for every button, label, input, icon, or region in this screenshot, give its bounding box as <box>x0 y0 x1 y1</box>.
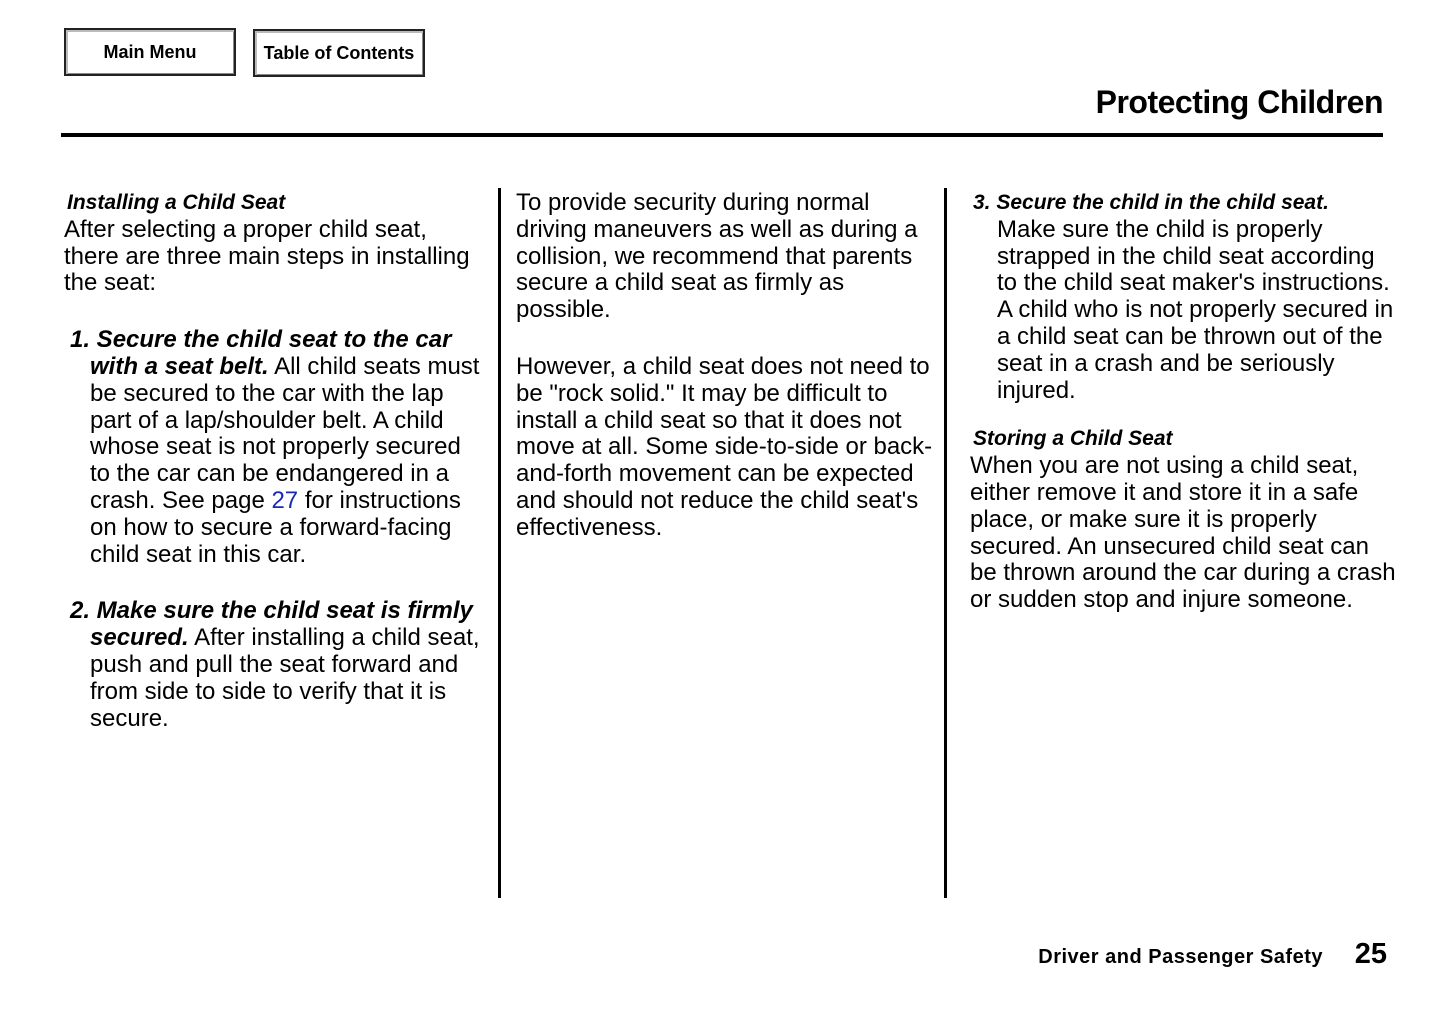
column-divider-right <box>944 188 947 898</box>
installing-heading: Installing a Child Seat <box>67 191 286 214</box>
column-storing <box>970 190 1400 614</box>
footer-section-title: Driver and Passenger Safety <box>1038 946 1323 968</box>
step-1-text-b: for instructions on how to secure a forward-facing child seat in this car. <box>90 486 461 568</box>
security-paragraph-1: To provide security during normal driving maneuvers as well as during a collision, we recommend that parents secure a child seat as firmly as possible. <box>516 189 918 324</box>
column-security <box>516 190 936 542</box>
step-1-text-a: All child seats must be secured to the car with the lap part of a lap/shoulder belt. A child whose seat is not properly secured to the car can be endangered in a crash. See page <box>90 352 480 514</box>
installing-intro: After selecting a proper child seat, there are three main steps in installing the seat: <box>64 215 470 297</box>
step-2-text: After installing a child seat, push and pull the seat forward and from side to side to verify that it is secure. <box>90 624 480 732</box>
page-title: Protecting Children <box>1095 84 1383 120</box>
security-paragraph-2: However, a child seat does not need to be "rock solid." It may be difficult to install a child seat so that it does not move at all. Some side-to-side or back-and-forth movement can be expected and should not reduce the child seat's effectiveness. <box>516 352 933 541</box>
table-of-contents-button[interactable]: Table of Contents <box>253 29 425 77</box>
step-1 <box>64 327 484 568</box>
main-menu-button[interactable]: Main Menu <box>64 28 236 76</box>
step-2-lead: 2. Make sure the child seat is firmly secured. <box>70 597 473 652</box>
step-1-lead: 1. Secure the child seat to the car with a seat belt. <box>70 326 452 380</box>
step-2 <box>64 598 484 732</box>
storing-text: When you are not using a child seat, either remove it and store it in a safe place, or make sure it is properly secured. An unsecured child seat can be thrown around the car during a crash or sudden stop and injure someone. <box>970 452 1396 614</box>
column-divider-left <box>498 188 501 898</box>
column-installing <box>64 190 484 732</box>
page-number: 25 <box>1354 938 1387 970</box>
storing-heading: Storing a Child Seat <box>973 427 1173 451</box>
step-3-lead: 3. Secure the child in the child seat. <box>973 191 1329 214</box>
step-3-text: Make sure the child is properly strapped in the child seat according to the child seat maker's instructions. A child who is not properly secured in a child seat can be thrown out of the seat in a crash and be seriously injured. <box>997 215 1394 404</box>
page-27-link[interactable]: 27 <box>271 486 299 514</box>
title-divider <box>61 133 1383 137</box>
